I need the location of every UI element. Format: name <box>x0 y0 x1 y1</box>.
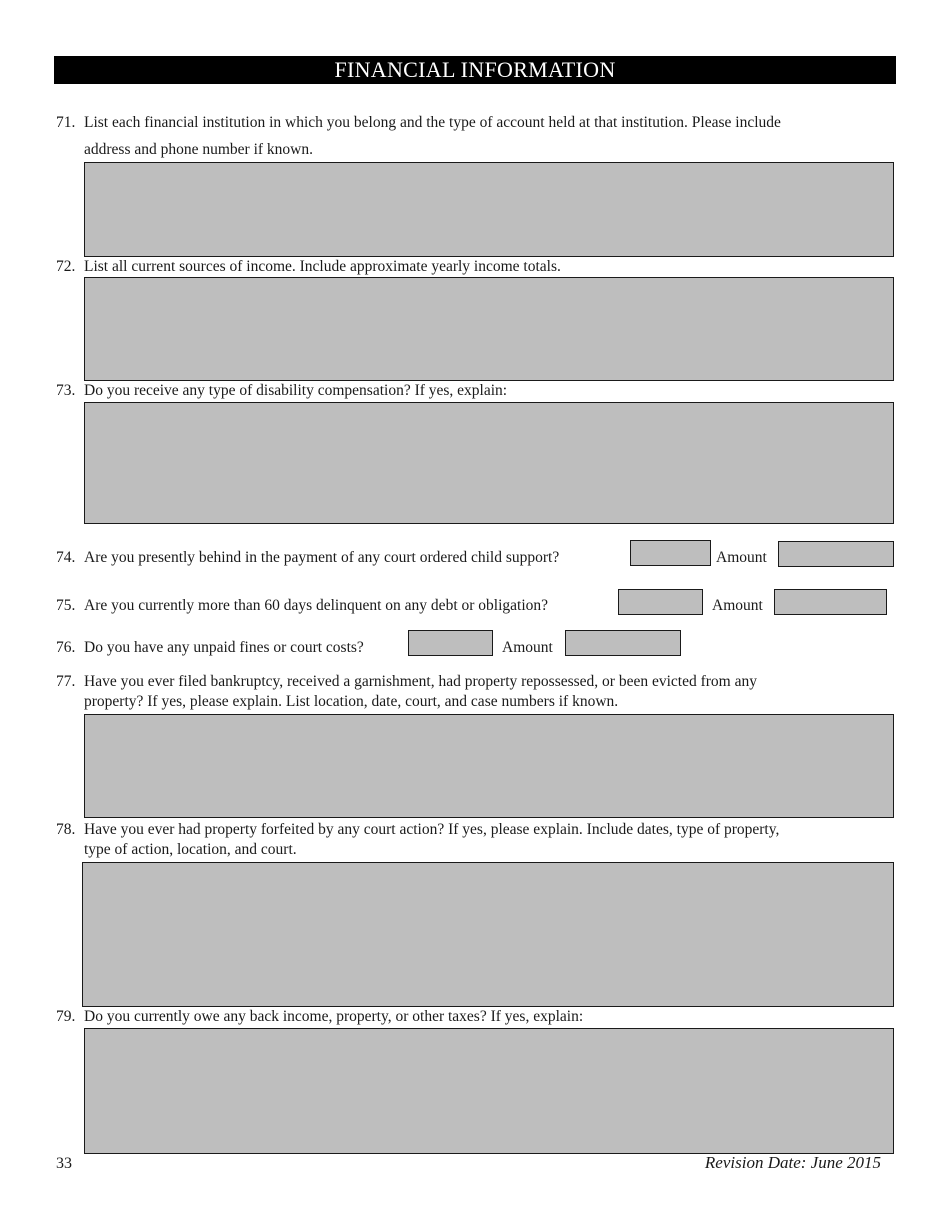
question-75-amount-label: Amount <box>712 597 763 614</box>
question-74-amount-field[interactable] <box>778 541 894 567</box>
question-71-text-line1: List each financial institution in which you belong and the type of account held at that institution. Please include <box>84 114 781 131</box>
question-78-text-line1: Have you ever had property forfeited by any court action? If yes, please explain. Include dates, type of property, <box>84 821 780 838</box>
question-78-text-line2: type of action, location, and court. <box>84 841 297 858</box>
question-71-text-line2: address and phone number if known. <box>84 141 314 158</box>
question-71-answer-field[interactable] <box>84 162 894 257</box>
question-77-number: 77. <box>56 673 76 690</box>
question-76-yes-no-field[interactable] <box>408 630 493 656</box>
question-77-answer-field[interactable] <box>84 714 894 818</box>
question-79-text: Do you currently owe any back income, property, or other taxes? If yes, explain: <box>84 1008 584 1025</box>
question-79-number: 79. <box>56 1008 76 1025</box>
question-74-text: Are you presently behind in the payment of any court ordered child support? <box>84 549 560 566</box>
section-title: FINANCIAL INFORMATION <box>54 56 896 84</box>
question-76-number: 76. <box>56 639 76 656</box>
question-78-number: 78. <box>56 821 76 838</box>
question-75-text: Are you currently more than 60 days delinquent on any debt or obligation? <box>84 597 549 614</box>
question-78-answer-field[interactable] <box>82 862 894 1007</box>
question-75-number: 75. <box>56 597 76 614</box>
question-76-amount-field[interactable] <box>565 630 681 656</box>
question-77-text-line2: property? If yes, please explain. List location, date, court, and case numbers if known. <box>84 693 619 710</box>
question-71-number: 71. <box>56 114 76 131</box>
question-75-yes-no-field[interactable] <box>618 589 703 615</box>
question-74-yes-no-field[interactable] <box>630 540 711 566</box>
question-72-answer-field[interactable] <box>84 277 894 381</box>
question-76-text: Do you have any unpaid fines or court costs? <box>84 639 364 656</box>
question-74-number: 74. <box>56 549 76 566</box>
question-74-amount-label: Amount <box>716 549 767 566</box>
question-79-answer-field[interactable] <box>84 1028 894 1154</box>
question-73-text: Do you receive any type of disability compensation? If yes, explain: <box>84 382 508 399</box>
question-72-text: List all current sources of income. Include approximate yearly income totals. <box>84 258 561 275</box>
question-73-number: 73. <box>56 382 76 399</box>
revision-date: Revision Date: June 2015 <box>704 1153 881 1172</box>
question-72-number: 72. <box>56 258 76 275</box>
question-76-amount-label: Amount <box>502 639 553 656</box>
question-75-amount-field[interactable] <box>774 589 887 615</box>
page-number: 33 <box>56 1155 72 1172</box>
question-77-text-line1: Have you ever filed bankruptcy, received a garnishment, had property repossessed, or been evicted from any <box>84 673 757 690</box>
question-73-answer-field[interactable] <box>84 402 894 524</box>
